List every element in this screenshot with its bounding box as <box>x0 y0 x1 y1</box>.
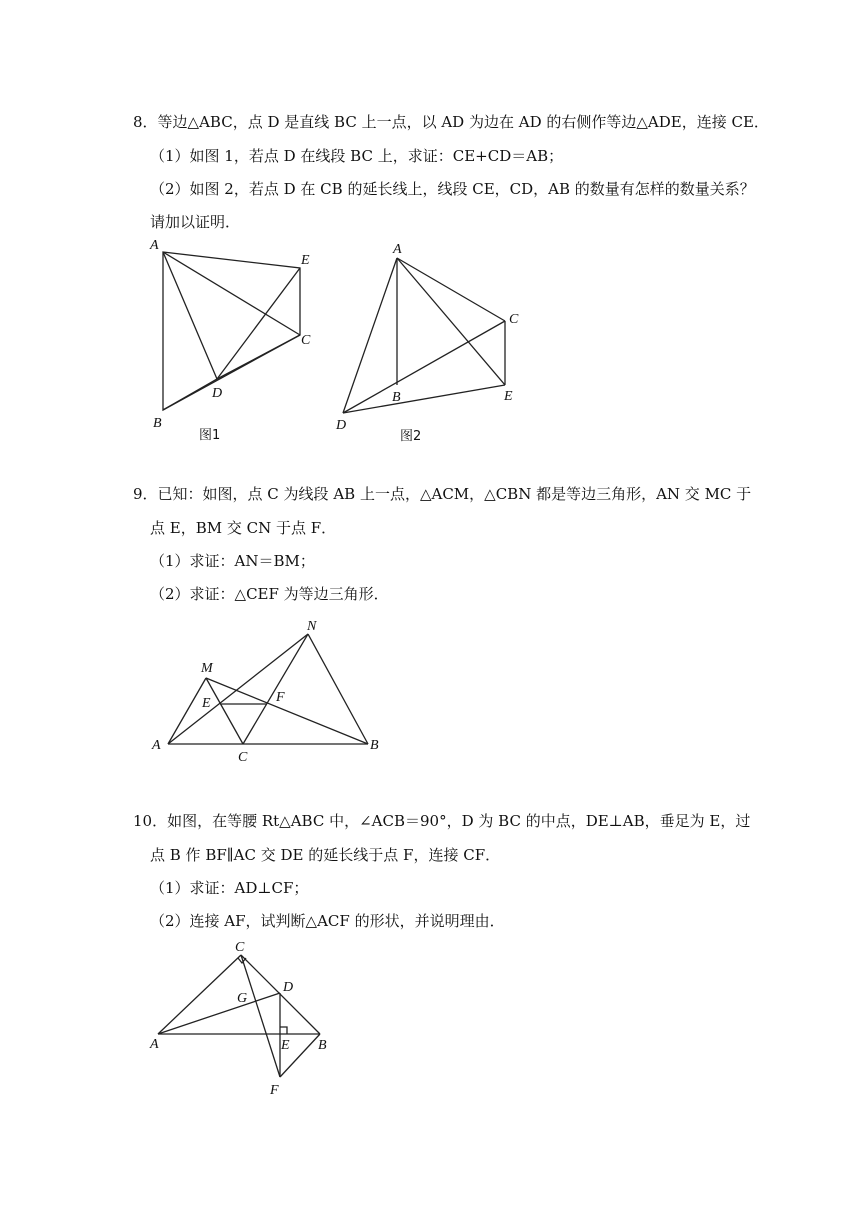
p10-label-G: G <box>237 991 248 1006</box>
p10-label-C: C <box>235 940 245 955</box>
p9-label-A: A <box>152 738 161 753</box>
p10-label-B: B <box>318 1038 327 1053</box>
problem-9-part-1: （1）求证：AN＝BM； <box>150 552 315 570</box>
fig2-caption: 图2 <box>400 429 422 444</box>
problem-9-statement-cont: 点 E，BM 交 CN 于点 F． <box>150 519 337 537</box>
fig2-label-B: B <box>392 390 401 405</box>
fig2-label-E: E <box>504 389 513 404</box>
fig1-caption: 图1 <box>199 428 221 443</box>
p9-label-N: N <box>307 619 317 634</box>
problem-10-part-1: （1）求证：AD⊥CF； <box>150 879 309 897</box>
p9-label-B: B <box>370 738 379 753</box>
p9-label-E: E <box>202 696 211 711</box>
fig2-label-D: D <box>336 418 347 433</box>
fig1-label-C: C <box>301 333 311 348</box>
problem-10-part-2: （2）连接 AF，试判断△ACF 的形状，并说明理由． <box>150 912 505 930</box>
p9-label-C: C <box>238 750 248 765</box>
fig1-label-A: A <box>150 238 159 253</box>
problem-10-statement-cont: 点 B 作 BF∥AC 交 DE 的延长线于点 F，连接 CF． <box>150 846 501 864</box>
problem-8-part-1: （1）如图 1，若点 D 在线段 BC 上，求证：CE+CD＝AB； <box>150 147 564 165</box>
problem-9-statement: 9．已知：如图，点 C 为线段 AB 上一点，△ACM，△CBN 都是等边三角形，AN 交 MC 于 <box>133 485 752 503</box>
problem-8-part-2: （2）如图 2，若点 D 在 CB 的延长线上，线段 CE，CD，AB 的数量有怎样的数量关系？ <box>150 180 755 198</box>
fig1-label-E: E <box>301 253 310 268</box>
problem-8-part-2-cont: 请加以证明． <box>150 213 241 231</box>
p9-label-M: M <box>201 661 213 676</box>
fig1-label-D: D <box>212 386 223 401</box>
p10-label-F: F <box>270 1083 279 1098</box>
problem-8-statement: 8．等边△ABC，点 D 是直线 BC 上一点，以 AD 为边在 AD 的右侧作等边△ADE，连接 CE． <box>133 113 769 131</box>
p10-label-D: D <box>283 980 294 995</box>
p10-label-E: E <box>281 1038 290 1053</box>
p10-label-A: A <box>150 1037 159 1052</box>
fig1-label-B: B <box>153 416 162 431</box>
fig2-label-A: A <box>393 242 402 257</box>
problem-9-part-2: （2）求证：△CEF 为等边三角形． <box>150 585 389 603</box>
p9-label-F: F <box>276 690 285 705</box>
fig2-label-C: C <box>509 312 519 327</box>
problem-10-statement: 10．如图，在等腰 Rt△ABC 中，∠ACB＝90°，D 为 BC 的中点，DE⊥AB，垂足为 E，过 <box>133 812 751 830</box>
